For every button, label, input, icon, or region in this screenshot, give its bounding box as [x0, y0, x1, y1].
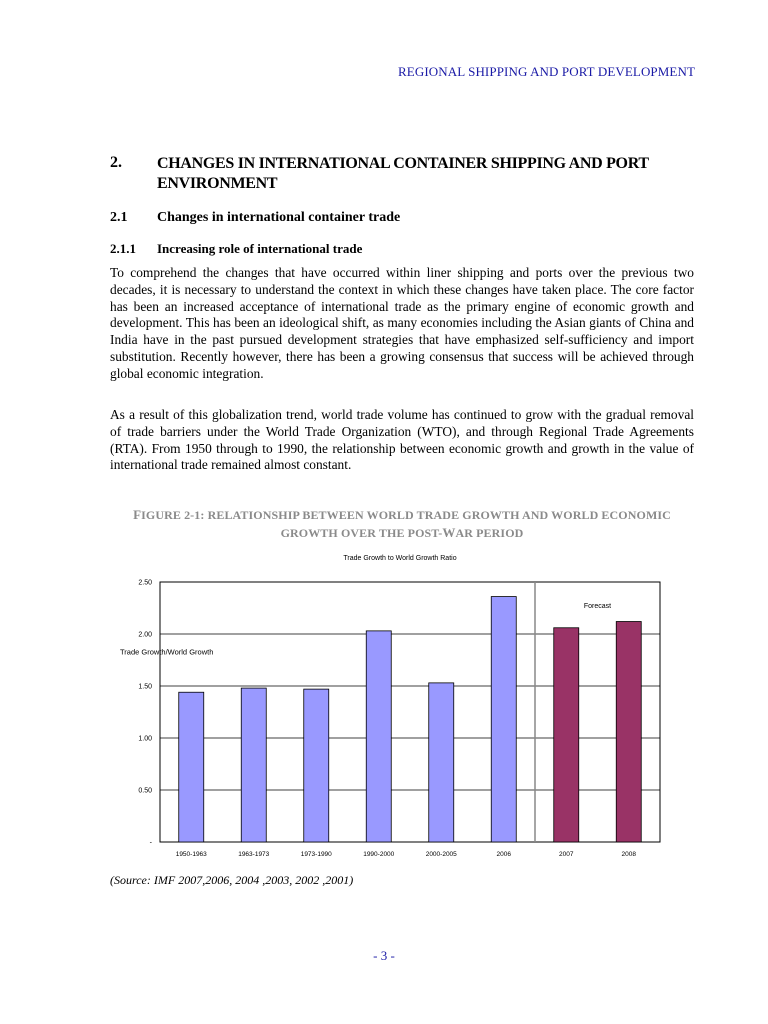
- bar-1950-1963: [179, 692, 204, 842]
- y-axis-label: Trade Growth/World Growth: [120, 647, 214, 657]
- figure-caption-text: RELATIONSHIP BETWEEN WORLD TRADE GROWTH AND WORLD ECONOMIC: [207, 508, 671, 522]
- y-tick-label: -: [149, 839, 152, 847]
- x-tick-label: 2008: [621, 851, 636, 858]
- body-paragraph: To comprehend the changes that have occurred within liner shipping and ports over the previous two decades, it is necessary to understand the context in which these changes have taken place. The core factor has been an increased acceptance of international trade as the primary engine of economic growth and development. This has been an ideological shift, as many economies including the Asian giants of China and India have in the past pursued development strategies that have emphasized self-sufficiency and import substitution. Recently however, there has been a growing consensus that success will be achieved through global economic integration.: [110, 265, 694, 381]
- x-tick-label: 1963-1973: [238, 851, 270, 858]
- section-title: CHANGES IN INTERNATIONAL CONTAINER SHIPPING AND PORT ENVIRONMENT: [157, 155, 649, 192]
- subsubsection-number: 2.1.1: [110, 241, 136, 256]
- body-paragraph: As a result of this globalization trend, world trade volume has continued to grow with the gradual removal of trade barriers under the World Trade Organization (WTO), and through Regional Trade Agreements (RTA). From 1950 through to 1990, the relationship between economic growth and growth in the value of international trade remained almost constant.: [110, 407, 694, 473]
- figure-caption-initial: W: [442, 525, 456, 540]
- plot-area: [160, 582, 660, 842]
- y-tick-label: 1.50: [138, 683, 152, 691]
- subsubsection-title: Increasing role of international trade: [157, 241, 363, 256]
- y-tick-label: 1.00: [138, 735, 152, 743]
- bar-1990-2000: [366, 631, 391, 842]
- x-tick-label: 2000-2005: [425, 851, 457, 858]
- bar-2006: [491, 597, 516, 842]
- figure-source: (Source: IMF 2007,2006, 2004 ,2003, 2002 ,2001): [110, 873, 354, 887]
- figure-caption-text: GROWTH OVER THE POST-: [280, 526, 443, 540]
- page-number: - 3 -: [373, 948, 395, 963]
- y-tick-label: 0.50: [138, 787, 152, 795]
- bar-1963-1973: [241, 688, 266, 842]
- x-tick-label: 1990-2000: [363, 851, 395, 858]
- figure-caption-line-1: [110, 506, 694, 524]
- x-tick-label: 2007: [559, 851, 574, 858]
- figure-label-initial: F: [133, 507, 142, 522]
- bar-2008: [616, 622, 641, 842]
- figure-caption-line-2: [110, 524, 694, 542]
- running-header: REGIONAL SHIPPING AND PORT DEVELOPMENT: [398, 64, 695, 79]
- x-tick-label: 1973-1990: [300, 851, 332, 858]
- figure-label: IGURE 2-1:: [141, 508, 208, 522]
- bar-2000-2005: [429, 683, 454, 842]
- x-tick-label: 1950-1963: [175, 851, 207, 858]
- figure-caption: [110, 506, 694, 542]
- subsection-number: 2.1: [110, 210, 128, 225]
- forecast-label: Forecast: [583, 603, 612, 610]
- chart-title: Trade Growth to World Growth Ratio: [343, 555, 457, 562]
- bar-1973-1990: [304, 689, 329, 842]
- y-tick-label: 2.00: [138, 631, 152, 639]
- x-tick-label: 2006: [496, 851, 511, 858]
- figure-caption-text: AR PERIOD: [455, 526, 524, 540]
- y-tick-label: 2.50: [138, 579, 152, 587]
- section-number: 2.: [110, 154, 122, 171]
- subsection-title: Changes in international container trade: [157, 210, 401, 225]
- trade-growth-chart: [110, 546, 670, 864]
- bar-2007: [554, 628, 579, 842]
